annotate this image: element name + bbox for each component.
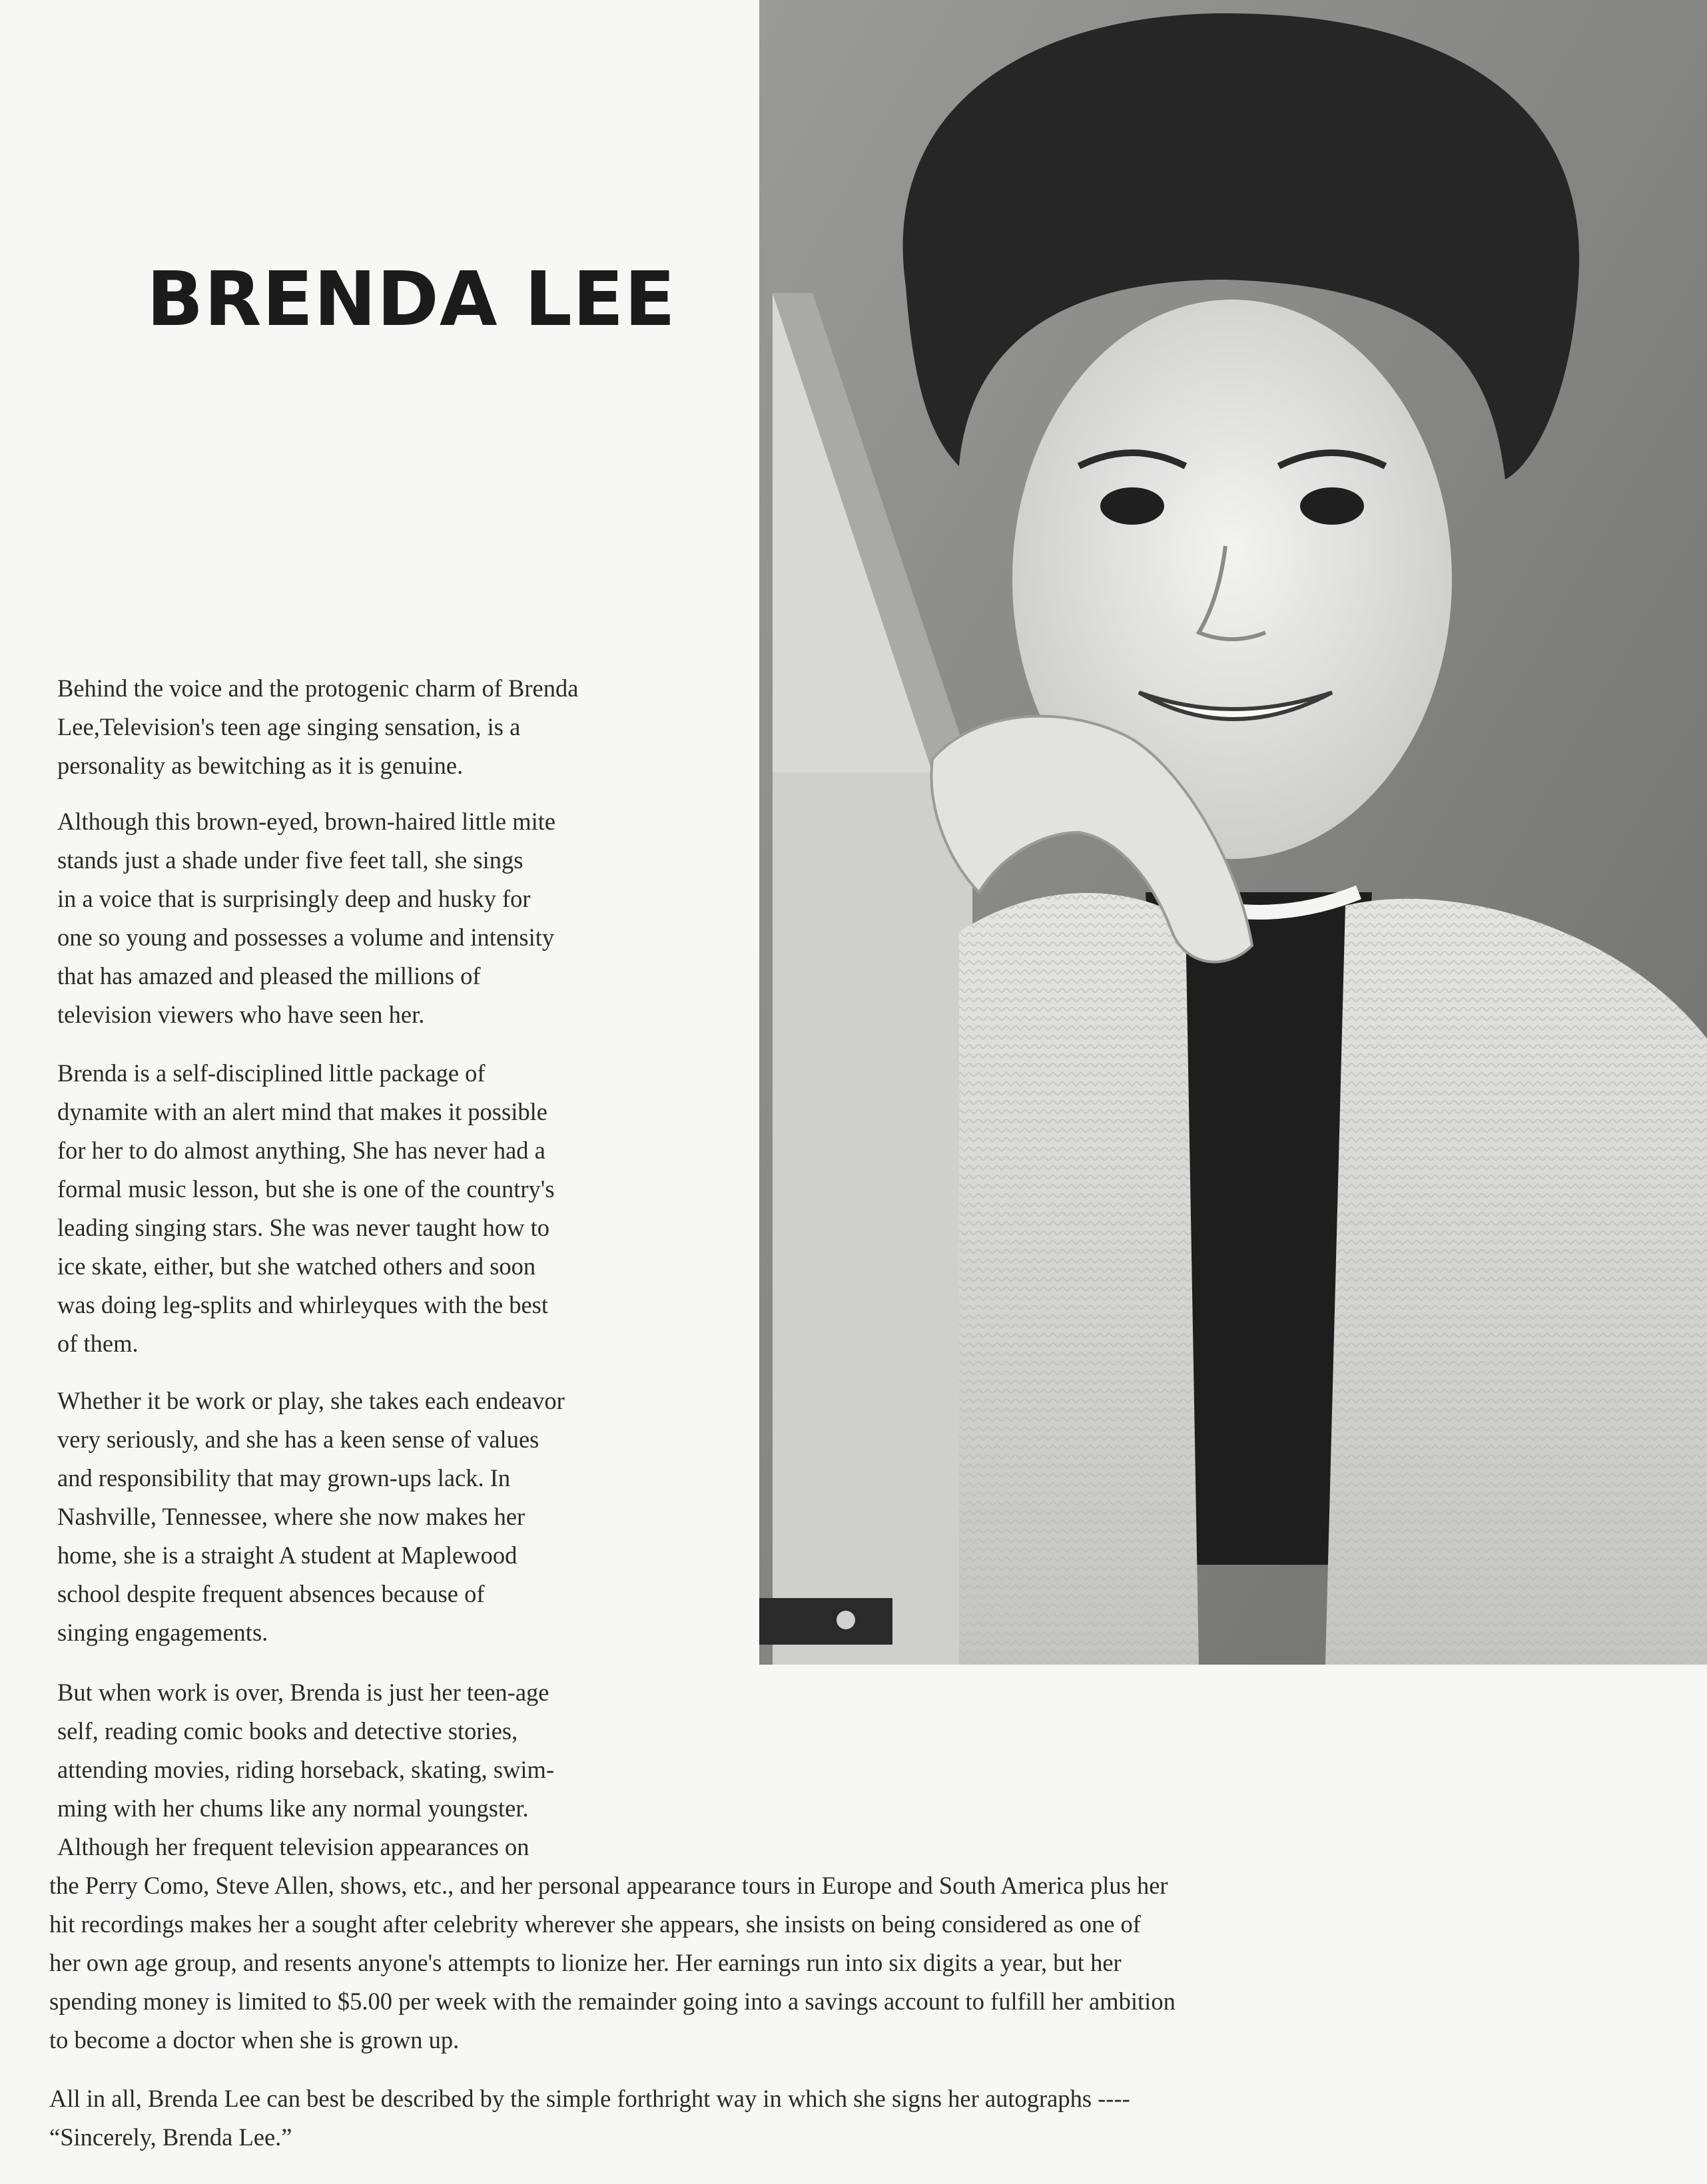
paragraph-values: [57, 1382, 723, 1652]
text-line: one so young and possesses a volume and intensity: [57, 924, 555, 951]
text-line: home, she is a straight A student at Maplewood: [57, 1541, 517, 1569]
paragraph-closing: [49, 2079, 1475, 2157]
text-line: stands just a shade under five feet tall, she sings: [57, 846, 523, 874]
text-line: Behind the voice and the protogenic charm of Brenda: [57, 675, 579, 702]
text-line: to become a doctor when she is grown up.: [49, 2026, 460, 2053]
text-line: was doing leg-splits and whirleyques with the best: [57, 1291, 548, 1318]
text-line: hit recordings makes her a sought after celebrity wherever she appears, she insists on being considered as one of: [49, 1910, 1141, 1938]
text-line: self, reading comic books and detective stories,: [57, 1717, 518, 1745]
text-line: personality as bewitching as it is genuine.: [57, 752, 464, 779]
paragraph-intro: [57, 669, 723, 785]
text-line: Although her frequent television appearances on: [57, 1833, 529, 1860]
paragraph-appearance: [57, 802, 723, 1034]
text-line: Brenda is a self-disciplined little package of: [57, 1059, 486, 1087]
text-line: ice skate, either, but she watched others and soon: [57, 1252, 536, 1280]
text-line: All in all, Brenda Lee can best be described by the simple forthright way in which she signs her autographs ----: [49, 2085, 1130, 2112]
text-line: of them.: [57, 1330, 139, 1357]
paragraph-leisure: [57, 1673, 723, 1866]
text-line: the Perry Como, Steve Allen, shows, etc., and her personal appearance tours in Europe and South America plus her: [49, 1872, 1168, 1899]
text-line: attending movies, riding horseback, skating, swim-: [57, 1756, 555, 1783]
page-title: BRENDA LEE: [147, 256, 676, 343]
text-line: singing engagements.: [57, 1619, 268, 1646]
text-line: Nashville, Tennessee, where she now makes her: [57, 1503, 525, 1530]
text-line: Whether it be work or play, she takes each endeavor: [57, 1387, 565, 1414]
paragraph-discipline: [57, 1054, 723, 1363]
text-line: But when work is over, Brenda is just her teen-age: [57, 1679, 549, 1706]
text-line: and responsibility that may grown-ups lack. In: [57, 1464, 511, 1492]
text-line: school despite frequent absences because of: [57, 1580, 485, 1607]
text-line: Lee,Television's teen age singing sensation, is a: [57, 713, 521, 740]
text-line: dynamite with an alert mind that makes it possible: [57, 1098, 547, 1125]
text-line: for her to do almost anything, She has never had a: [57, 1137, 545, 1164]
text-line: “Sincerely, Brenda Lee.”: [49, 2123, 292, 2151]
paragraph-leisure-continued: [49, 1866, 1461, 2059]
text-line: television viewers who have seen her.: [57, 1001, 425, 1028]
text-line: ming with her chums like any normal youngster.: [57, 1794, 529, 1822]
text-line: leading singing stars. She was never taught how to: [57, 1214, 550, 1241]
text-line: very seriously, and she has a keen sense of values: [57, 1426, 539, 1453]
text-line: in a voice that is surprisingly deep and husky for: [57, 885, 531, 912]
text-line: formal music lesson, but she is one of the country's: [57, 1175, 555, 1203]
portrait-photo: [759, 0, 1707, 1665]
text-line: Although this brown-eyed, brown-haired little mite: [57, 808, 556, 835]
text-line: spending money is limited to $5.00 per week with the remainder going into a savings account to fulfill her ambition: [49, 1988, 1176, 2015]
text-line: that has amazed and pleased the millions of: [57, 962, 481, 989]
text-line: her own age group, and resents anyone's attempts to lionize her. Her earnings run into six digits a year, but her: [49, 1949, 1122, 1976]
